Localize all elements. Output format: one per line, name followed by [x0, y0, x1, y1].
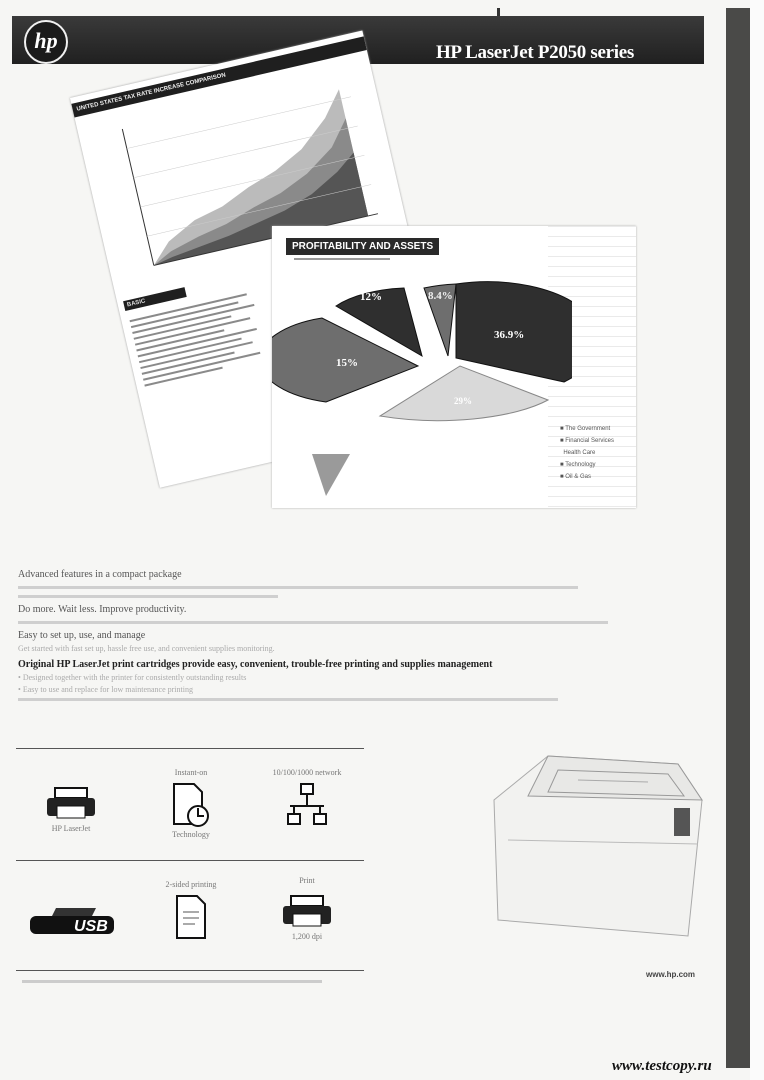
text-line: [18, 586, 578, 589]
caption: Print: [299, 876, 315, 885]
divider: [16, 970, 364, 971]
caption: 1,200 dpi: [291, 932, 323, 941]
feature-usb: [16, 888, 126, 940]
text-line: [18, 595, 278, 598]
divider: [16, 748, 364, 749]
legend-item: Health Care: [563, 450, 596, 456]
watermark: www.testcopy.ru: [612, 1058, 712, 1074]
text-line: [18, 621, 608, 624]
body-copy: [18, 563, 618, 707]
section-heading: Do more. Wait less. Improve productivity.: [18, 604, 187, 615]
pie-label-5: 15%: [336, 357, 358, 369]
product-title: HP LaserJet P2050 series: [435, 42, 634, 63]
pie-label-1: 12%: [360, 291, 382, 303]
back-section-label: BASIC: [123, 287, 187, 311]
section-heading: Easy to set up, use, and manage: [18, 630, 146, 641]
feature-hp-laserjet: [16, 768, 126, 833]
feature-grid: [16, 748, 364, 974]
printer-icon: [279, 888, 335, 932]
feature-network: [252, 768, 362, 830]
caption: 10/100/1000 network: [272, 768, 342, 777]
legend-item: ■ Technology: [560, 462, 596, 468]
caption: 2-sided printing: [165, 880, 217, 889]
pie-label-4: 29%: [454, 396, 472, 406]
section-text: Get started with fast set up, hassle free use, and convenient supplies monitoring.: [18, 644, 275, 653]
footer-url: www.hp.com: [646, 970, 696, 979]
hp-logo: hp: [24, 20, 68, 64]
pie-label-3: 36.9%: [494, 329, 525, 341]
legend-item: ■ The Government: [560, 426, 611, 432]
caption: Technology: [172, 830, 210, 839]
bullet-item: • Easy to use and replace for low maintenance printing: [18, 685, 193, 694]
page-edge-shadow: [726, 8, 750, 1068]
bullet-item: • Designed together with the printer for consistently outstanding results: [18, 673, 247, 682]
feature-print-quality: [252, 876, 362, 941]
divider: [16, 860, 364, 861]
pie-slice-29: [380, 366, 548, 421]
pie-legend: [560, 426, 614, 486]
footnote-line: [22, 980, 322, 983]
page-margin: [750, 0, 764, 1080]
pie-title: PROFITABILITY AND ASSETS: [286, 238, 439, 255]
two-sided-print-icon: [171, 892, 211, 942]
section-heading: Original HP LaserJet print cartridges provide easy, convenient, trouble-free printing and supplies management: [18, 659, 493, 670]
y-axis: [122, 129, 153, 265]
feature-instant-on: [136, 768, 246, 839]
network-icon: [282, 780, 332, 830]
corner-shape: [312, 454, 350, 496]
caption: Instant-on: [174, 768, 208, 777]
usb-logo-icon: [26, 900, 116, 940]
printer-icon: [43, 780, 99, 824]
feature-duplex: [136, 880, 246, 942]
instant-on-icon: [166, 780, 216, 830]
section-heading: Advanced features in a compact package: [18, 569, 182, 580]
legend-item: ■ Financial Services: [560, 438, 614, 444]
pie-label-2: 8.4%: [428, 290, 453, 302]
usb-label: USB: [74, 918, 108, 935]
printer-product-image: [488, 740, 710, 950]
front-sheet: [272, 226, 636, 508]
back-chart-title: UNITED STATES TAX RATE INCREASE COMPARISON: [71, 36, 366, 117]
caption: HP LaserJet: [51, 824, 91, 833]
legend-item: ■ Oil & Gas: [560, 474, 591, 480]
text-line: [18, 698, 558, 701]
